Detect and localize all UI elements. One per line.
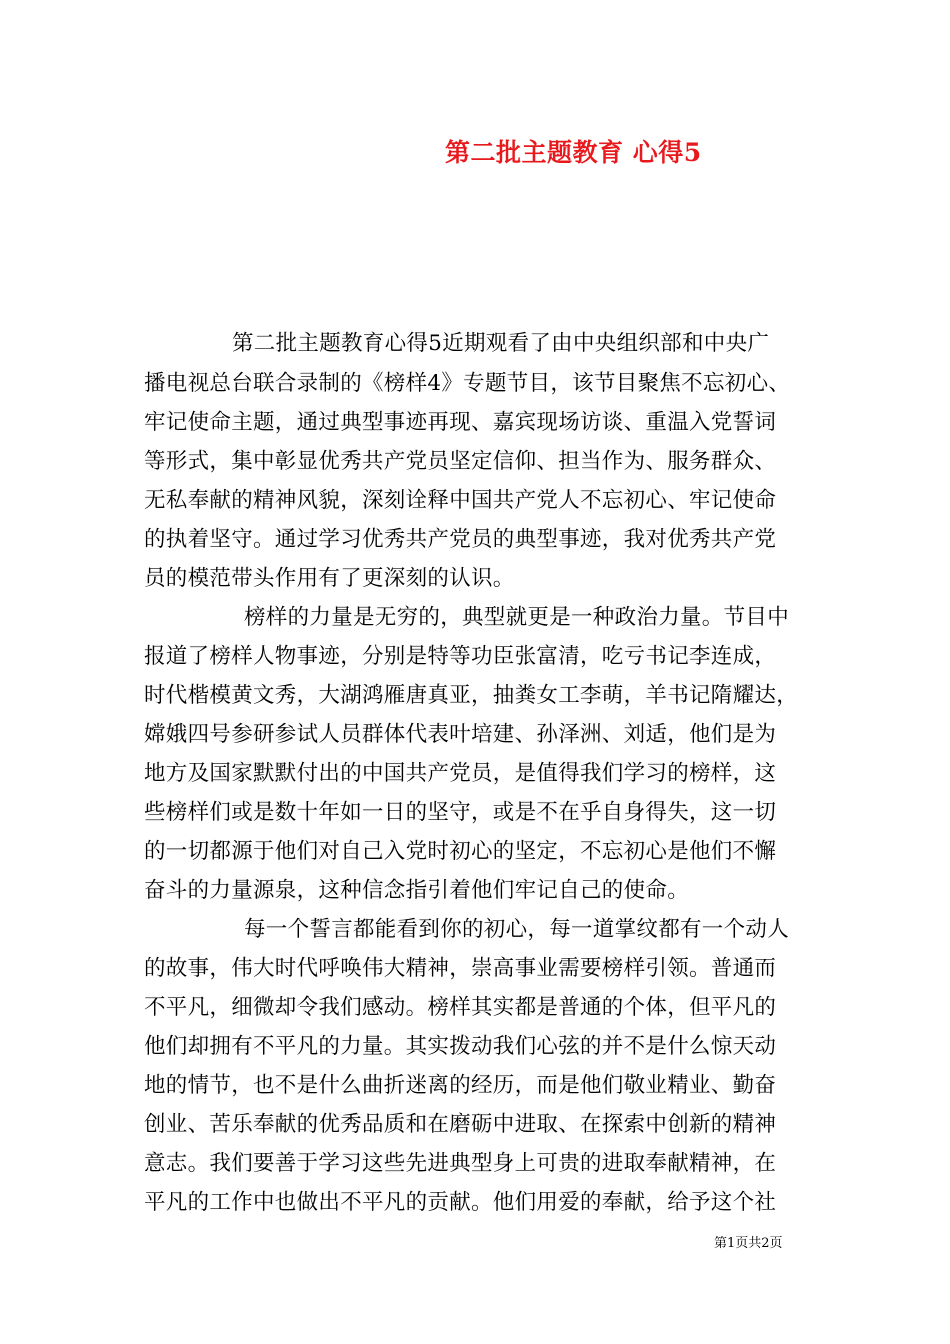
document-title: 第二批主题教育 心得5 [445, 138, 702, 167]
paragraph-3-line-2: 的故事，伟大时代呼唤伟大精神，崇高事业需要榜样引领。普通而 [144, 956, 777, 981]
paragraph-3-line-8: 平凡的工作中也做出不平凡的贡献。他们用爱的奉献，给予这个社 [144, 1190, 777, 1215]
page-number-footer: 第1页共2页 [714, 1236, 783, 1251]
paragraph-1-line-7: 员的模范带头作用有了更深刻的认识。 [144, 566, 515, 591]
paragraph-3-line-6: 创业、苦乐奉献的优秀品质和在磨砺中进取、在探索中创新的精神 [144, 1112, 777, 1137]
paragraph-1-line-3: 牢记使命主题，通过典型事迹再现、嘉宾现场访谈、重温入党誓词 [144, 410, 777, 435]
paragraph-2-line-1: 榜样的力量是无穷的，典型就更是一种政治力量。节目中 [244, 605, 790, 630]
paragraph-2-line-8: 奋斗的力量源泉，这种信念指引着他们牢记自己的使命。 [144, 878, 690, 903]
paragraph-3-line-7: 意志。我们要善于学习这些先进典型身上可贵的进取奉献精神，在 [144, 1151, 777, 1176]
paragraph-2-line-2: 报道了榜样人物事迹，分别是特等功臣张富清，吃亏书记李连成， [144, 644, 777, 669]
paragraph-1-line-4: 等形式，集中彰显优秀共产党员坚定信仰、担当作为、服务群众、 [144, 449, 777, 474]
paragraph-1-line-6: 的执着坚守。通过学习优秀共产党员的典型事迹，我对优秀共产党 [144, 527, 777, 552]
paragraph-3-line-3: 不平凡，细微却令我们感动。榜样其实都是普通的个体，但平凡的 [144, 995, 777, 1020]
paragraph-1-line-1: 第二批主题教育心得5近期观看了由中央组织部和中央广 [232, 331, 770, 356]
paragraph-2-line-5: 地方及国家默默付出的中国共产党员，是值得我们学习的榜样，这 [144, 761, 777, 786]
paragraph-1-line-5: 无私奉献的精神风貌，深刻诠释中国共产党人不忘初心、牢记使命 [144, 488, 777, 513]
paragraph-3-line-1: 每一个誓言都能看到你的初心，每一道掌纹都有一个动人 [244, 917, 790, 942]
paragraph-2-line-7: 的一切都源于他们对自己入党时初心的坚定，不忘初心是他们不懈 [144, 839, 777, 864]
paragraph-2-line-6: 些榜样们或是数十年如一日的坚守，或是不在乎自身得失，这一切 [144, 800, 777, 825]
paragraph-2-line-3: 时代楷模黄文秀，大湖鸿雁唐真亚，抽粪女工李萌，羊书记隋耀达， [144, 683, 799, 708]
paragraph-3-line-5: 地的情节，也不是什么曲折迷离的经历，而是他们敬业精业、勤奋 [144, 1073, 777, 1098]
paragraph-2-line-4: 嫦娥四号参研参试人员群体代表叶培建、孙泽洲、刘适，他们是为 [144, 722, 777, 747]
paragraph-3-line-4: 他们却拥有不平凡的力量。其实拨动我们心弦的并不是什么惊天动 [144, 1034, 777, 1059]
paragraph-1-line-2: 播电视总台联合录制的《榜样4》专题节目，该节目聚焦不忘初心、 [144, 371, 791, 396]
